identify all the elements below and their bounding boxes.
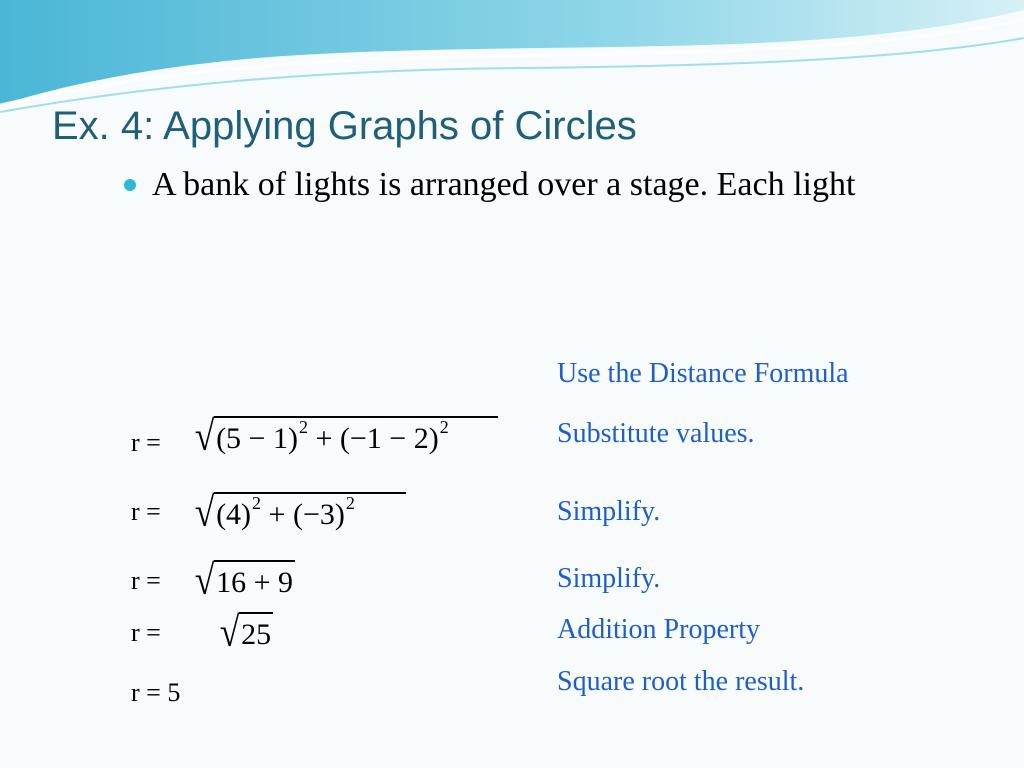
step-3-expression: √ 16 + 9 <box>194 558 293 604</box>
decorative-wave-header <box>0 0 1024 120</box>
step-2-expression: √ $(4)^2 + (-3)^2$ <box>193 492 406 534</box>
step-2-label: r = <box>131 497 161 526</box>
step-1-note: Substitute values. <box>557 418 755 449</box>
slide-title: Ex. 4: Applying Graphs of Circles <box>52 104 637 148</box>
step-2-note: Simplify. <box>557 496 661 527</box>
radical-icon: √ <box>194 414 215 460</box>
step-1-label: r = <box>131 428 161 457</box>
radical-icon: √ <box>194 490 215 536</box>
radical-icon: √ <box>194 558 215 604</box>
step-4-expression: √ 25 <box>219 610 272 656</box>
step-4-note: Addition Property <box>557 614 760 645</box>
step-4-label: r = <box>131 618 161 647</box>
step-3-label: r = <box>131 566 161 595</box>
step-5-note: Square root the result. <box>557 666 805 697</box>
bullet-dot-icon <box>124 179 136 191</box>
distance-formula-note: Use the Distance Formula <box>557 358 849 389</box>
step-1-expression: √ $(5 - 1)^2 + (-1 - 2)^2$ <box>193 416 498 458</box>
step-5-label: r = 5 <box>131 678 181 707</box>
step-3-note: Simplify. <box>557 563 661 594</box>
radical-icon: √ <box>219 610 240 656</box>
bullet-text: A bank of lights is arranged over a stage. Each light <box>152 166 856 203</box>
